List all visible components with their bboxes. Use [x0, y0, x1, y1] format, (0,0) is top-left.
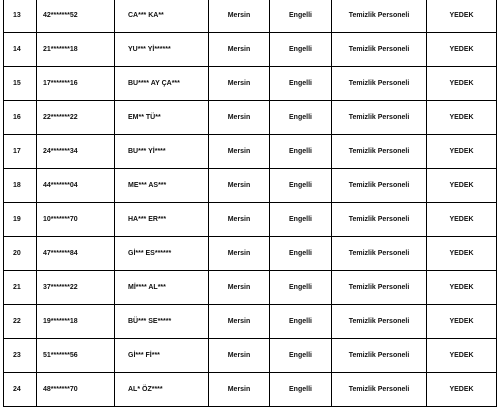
category-cell: Engelli [270, 33, 332, 67]
category-cell: Engelli [270, 237, 332, 271]
row-number-cell: 21 [4, 271, 37, 305]
id-number-cell: 17*******16 [37, 67, 115, 101]
row-number-cell: 23 [4, 339, 37, 373]
table-row [4, 237, 497, 271]
candidate-table [3, 0, 497, 407]
table-row [4, 67, 497, 101]
name-cell: CA*** KA** [115, 0, 209, 33]
table-row [4, 373, 497, 407]
city-cell: Mersin [209, 339, 270, 373]
table-body [4, 0, 497, 407]
status-cell: YEDEK [427, 0, 497, 33]
table-row [4, 0, 497, 33]
city-cell: Mersin [209, 203, 270, 237]
status-cell: YEDEK [427, 135, 497, 169]
position-cell: Temizlik Personeli [332, 169, 427, 203]
position-cell: Temizlik Personeli [332, 203, 427, 237]
row-number-cell: 13 [4, 0, 37, 33]
id-number-cell: 47*******84 [37, 237, 115, 271]
position-cell: Temizlik Personeli [332, 339, 427, 373]
id-number-cell: 21*******18 [37, 33, 115, 67]
position-cell: Temizlik Personeli [332, 237, 427, 271]
status-cell: YEDEK [427, 203, 497, 237]
table-row [4, 305, 497, 339]
name-cell: ME*** AS*** [115, 169, 209, 203]
row-number-cell: 17 [4, 135, 37, 169]
name-cell: Gİ*** Fİ*** [115, 339, 209, 373]
city-cell: Mersin [209, 0, 270, 33]
category-cell: Engelli [270, 101, 332, 135]
id-number-cell: 42*******52 [37, 0, 115, 33]
position-cell: Temizlik Personeli [332, 67, 427, 101]
name-cell: BU**** AY ÇA*** [115, 67, 209, 101]
name-cell: YU*** Yİ****** [115, 33, 209, 67]
name-cell: BU*** Yİ**** [115, 135, 209, 169]
id-number-cell: 10*******70 [37, 203, 115, 237]
status-cell: YEDEK [427, 33, 497, 67]
status-cell: YEDEK [427, 169, 497, 203]
row-number-cell: 24 [4, 373, 37, 407]
category-cell: Engelli [270, 135, 332, 169]
status-cell: YEDEK [427, 373, 497, 407]
row-number-cell: 15 [4, 67, 37, 101]
city-cell: Mersin [209, 135, 270, 169]
table-row [4, 101, 497, 135]
id-number-cell: 51*******56 [37, 339, 115, 373]
position-cell: Temizlik Personeli [332, 0, 427, 33]
table-row [4, 339, 497, 373]
category-cell: Engelli [270, 339, 332, 373]
position-cell: Temizlik Personeli [332, 373, 427, 407]
position-cell: Temizlik Personeli [332, 101, 427, 135]
city-cell: Mersin [209, 237, 270, 271]
table-row [4, 33, 497, 67]
status-cell: YEDEK [427, 101, 497, 135]
city-cell: Mersin [209, 169, 270, 203]
position-cell: Temizlik Personeli [332, 135, 427, 169]
city-cell: Mersin [209, 271, 270, 305]
name-cell: HA*** ER*** [115, 203, 209, 237]
name-cell: BÜ*** SE***** [115, 305, 209, 339]
status-cell: YEDEK [427, 305, 497, 339]
id-number-cell: 24*******34 [37, 135, 115, 169]
position-cell: Temizlik Personeli [332, 33, 427, 67]
name-cell: EM** TÜ** [115, 101, 209, 135]
status-cell: YEDEK [427, 339, 497, 373]
category-cell: Engelli [270, 0, 332, 33]
id-number-cell: 22*******22 [37, 101, 115, 135]
category-cell: Engelli [270, 203, 332, 237]
table-row [4, 203, 497, 237]
status-cell: YEDEK [427, 271, 497, 305]
city-cell: Mersin [209, 373, 270, 407]
id-number-cell: 19*******18 [37, 305, 115, 339]
row-number-cell: 18 [4, 169, 37, 203]
table-row [4, 169, 497, 203]
table-row [4, 135, 497, 169]
row-number-cell: 20 [4, 237, 37, 271]
table-row [4, 271, 497, 305]
id-number-cell: 37*******22 [37, 271, 115, 305]
position-cell: Temizlik Personeli [332, 305, 427, 339]
row-number-cell: 16 [4, 101, 37, 135]
city-cell: Mersin [209, 33, 270, 67]
row-number-cell: 19 [4, 203, 37, 237]
category-cell: Engelli [270, 67, 332, 101]
category-cell: Engelli [270, 169, 332, 203]
category-cell: Engelli [270, 305, 332, 339]
city-cell: Mersin [209, 101, 270, 135]
row-number-cell: 22 [4, 305, 37, 339]
name-cell: AL* ÖZ**** [115, 373, 209, 407]
row-number-cell: 14 [4, 33, 37, 67]
status-cell: YEDEK [427, 237, 497, 271]
name-cell: Gİ*** ES****** [115, 237, 209, 271]
name-cell: Mİ**** AL*** [115, 271, 209, 305]
category-cell: Engelli [270, 373, 332, 407]
id-number-cell: 44*******04 [37, 169, 115, 203]
id-number-cell: 48*******70 [37, 373, 115, 407]
position-cell: Temizlik Personeli [332, 271, 427, 305]
city-cell: Mersin [209, 305, 270, 339]
category-cell: Engelli [270, 271, 332, 305]
status-cell: YEDEK [427, 67, 497, 101]
city-cell: Mersin [209, 67, 270, 101]
